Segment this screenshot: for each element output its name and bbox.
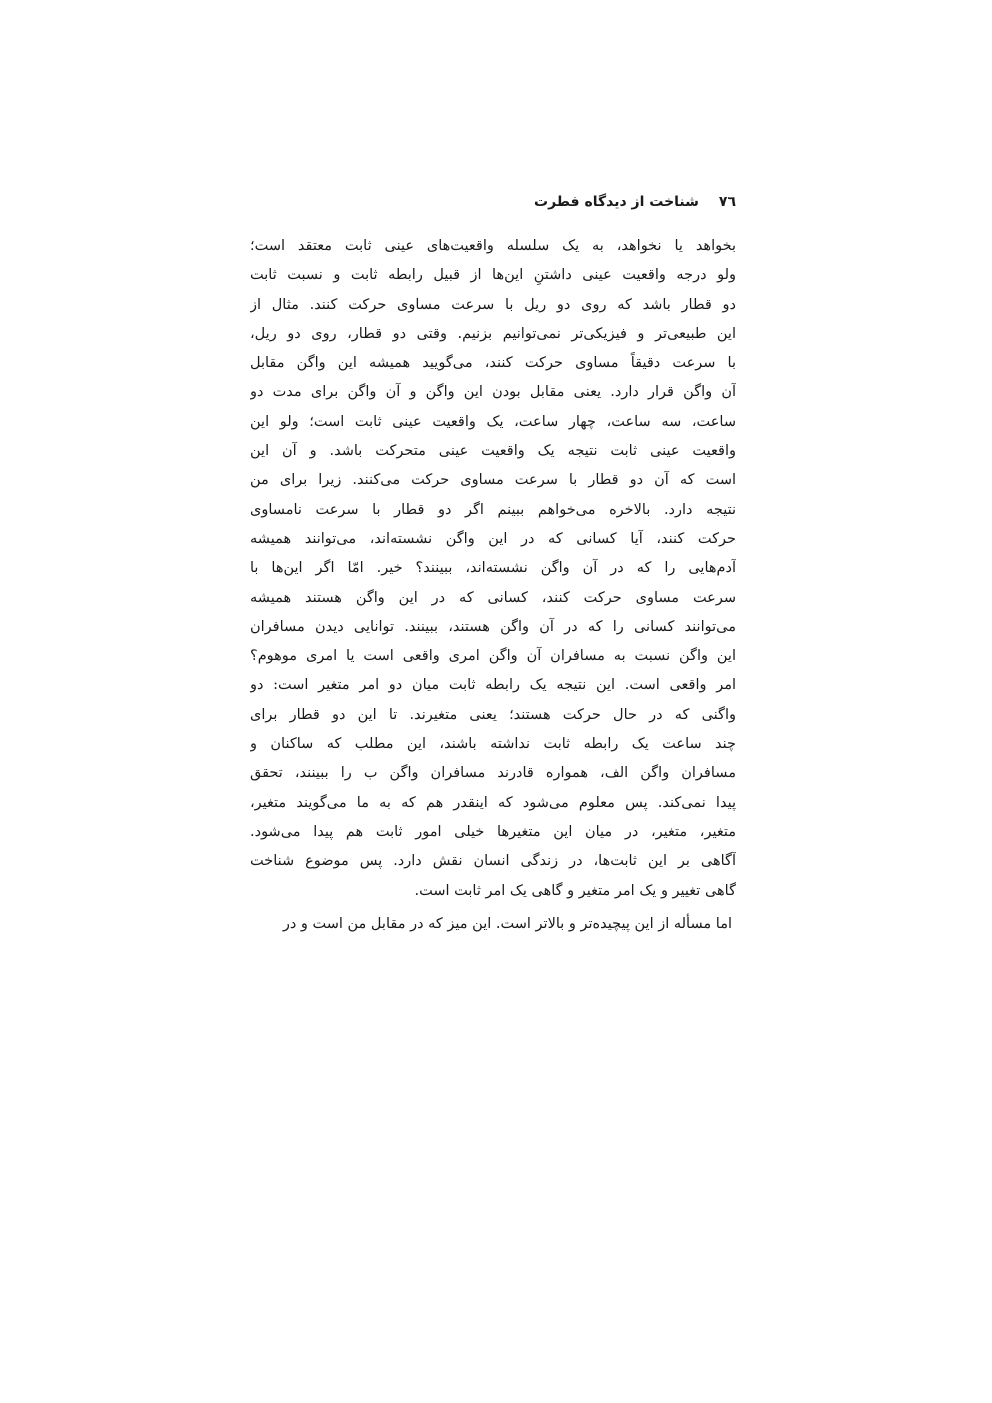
text-line: ولو درجه واقعیت عینی داشتنِ این‌ها از قبیل رابطه ثابت و نسبت ثابت	[250, 267, 736, 284]
text-line: آگاهی بر این ثابت‌ها، در زندگی انسان نقش دارد. پس موضوع شناخت	[250, 853, 736, 870]
text-line: دو قطار باشد که روی دو ریل با سرعت مساوی حرکت کنند. مثال از	[250, 296, 736, 313]
text-line: این طبیعی‌تر و فیزیکی‌تر نمی‌توانیم بزنیم. وقتی دو قطار، روی دو ریل،	[250, 325, 736, 342]
text-line: مسافران واگن الف، همواره قادرند مسافران واگن ب را ببینند، تحقق	[250, 765, 736, 782]
text-line: سرعت مساوی حرکت کنند، کسانی که در این واگن هستند همیشه	[250, 589, 736, 606]
text-line: واگنی که در حال حرکت هستند؛ یعنی متغیرند. تا این دو قطار برای	[250, 706, 736, 723]
text-line: پیدا نمی‌کند. پس معلوم می‌شود که اینقدر هم که به ما می‌گویند متغیر،	[250, 794, 736, 811]
paragraph-2-first-line: اما مسأله از این پیچیده‌تر و بالاتر است. این میز که در مقابل من است و در	[282, 915, 732, 932]
text-line: می‌توانند کسانی را که در آن واگن هستند، ببینند. توانایی دیدن مسافران	[250, 618, 736, 635]
body-text	[250, 232, 736, 939]
text-line: آن واگن قرار دارد. یعنی مقابل بودن این واگن و آن واگن برای مدت دو	[250, 384, 736, 401]
text-line: چند ساعت یک رابطه ثابت نداشته باشند، این مطلب که ساکنان و	[250, 736, 736, 753]
running-title: شناخت از دیدگاه فطرت	[534, 194, 699, 210]
text-line: ساعت، سه ساعت، چهار ساعت، یک واقعیت عینی ثابت است؛ ولو این	[250, 413, 736, 430]
running-header	[250, 188, 736, 216]
text-line: متغیر، متغیر، در میان این متغیرها خیلی امور ثابت هم پیدا می‌شود.	[250, 823, 736, 840]
text-line: بخواهد یا نخواهد، به یک سلسله واقعیت‌های عینی ثابت معتقد است؛	[250, 238, 736, 254]
text-line: آدم‌هایی را که در آن واگن نشسته‌اند، ببینند؟ خیر. امّا اگر این‌ها با	[250, 560, 736, 577]
text-line: امر واقعی است. این نتیجه یک رابطه ثابت میان دو امر متغیر است: دو	[250, 677, 736, 694]
text-line: واقعیت عینی ثابت نتیجه یک واقعیت عینی متحرکت باشد. و آن این	[250, 443, 736, 460]
text-line: با سرعت دقیقاً مساوی حرکت کنند، می‌گویید همیشه این واگن مقابل	[250, 355, 736, 372]
text-line: نتیجه دارد. بالاخره می‌خواهم ببینم اگر دو قطار با سرعت نامساوی	[250, 501, 736, 518]
text-line: این واگن نسبت به مسافران آن واگن امری واقعی است یا امری موهوم؟	[250, 648, 736, 665]
text-line: حرکت کنند، آیا کسانی که در این واگن نشسته‌اند، می‌توانند همیشه	[250, 530, 736, 547]
text-line-paragraph-end: گاهی تغییر و یک امر متغیر و گاهی یک امر ثابت است.	[414, 882, 736, 899]
text-line: است که آن دو قطار با سرعت مساوی حرکت می‌کنند. زیرا برای من	[250, 472, 736, 489]
page-number: ٧٦	[718, 194, 736, 210]
